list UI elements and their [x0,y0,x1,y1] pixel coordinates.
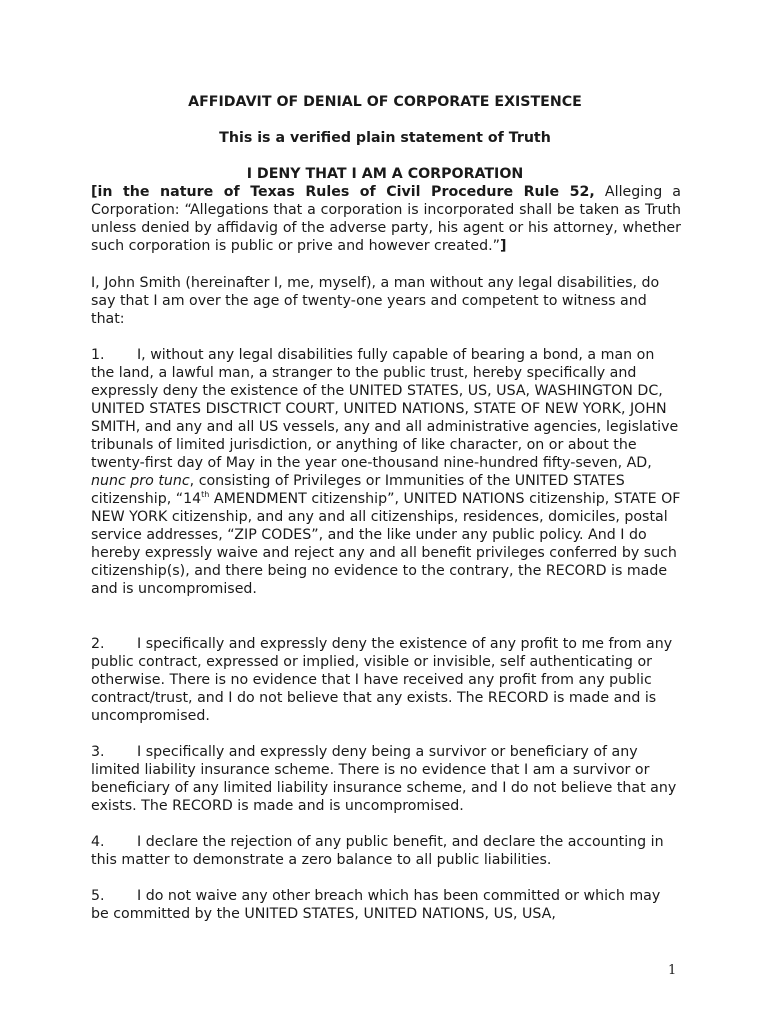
paragraph-1-italic: nunc pro tunc [91,473,190,489]
page-number: 1 [668,963,677,978]
intro-paragraph: I, John Smith (hereinafter I, me, myself), a man without any legal disabilities, do say that I am over the age of twenty-one years and competent to witness and that: [91,275,660,327]
paragraph-4 [91,833,681,869]
paragraph-number: 5. [91,888,105,904]
denial-heading: I DENY THAT I AM A CORPORATION [246,166,524,182]
rule-citation-close: ] [499,238,507,254]
paragraph-2-text: I specifically and expressly deny the existence of any profit to me from any public contract, expressed or implied, visible or invisible, self authenticating or otherwise. There is no evidence that I have received any profit from any public contract/trust, and I do not believe that any exists. The RECORD is made and is uncompromised. [91,636,673,724]
paragraph-number: 1. [91,347,105,363]
paragraph-5 [91,887,681,923]
paragraph-4-text: I declare the rejection of any public benefit, and declare the accounting in this matter to demonstrate a zero balance to all public liabilities. [91,834,664,868]
paragraph-1-text-a: I, without any legal disabilities fully capable of bearing a bond, a man on the land, a lawful man, a stranger to the public trust, hereby specifically and expressly deny the existence of the UNITED STATES, US, USA, WASHINGTON DC, UNITED STATES DISCTRICT COURT, UNITED NATIONS, STATE OF NEW YORK, JOHN SMITH, and any and all US vessels, any and all administrative agencies, legislative tribunals of limited jurisdiction, or anything of like character, on or about the twenty-first day of May in the year one-thousand nine-hundred fifty-seven, AD, [91,347,679,471]
paragraph-1-text-b: , consisting of Privileges or Immunities of the UNITED STATES citizenship, “14 [91,473,625,507]
paragraph-1-text-c: AMENDMENT citizenship”, UNITED NATIONS citizenship, STATE OF NEW YORK citizenship, and any and all citizenships, residences, domiciles, postal service addresses, “ZIP CODES”, and the like under any public policy. And I do hereby expressly waive and reject any and all benefit privileges conferred by such citizenship(s), and there being no evidence to the contrary, the RECORD is made and is uncompromised. [91,491,681,597]
rule-citation-bold: [in the nature of Texas Rules of Civil Procedure Rule 52, [91,184,595,200]
paragraph-number: 3. [91,744,105,760]
ordinal-superscript: th [201,490,210,499]
paragraph-1 [91,346,681,598]
document-title: AFFIDAVIT OF DENIAL OF CORPORATE EXISTENCE [188,94,582,110]
rule-citation-paragraph [91,183,681,255]
paragraph-number: 4. [91,834,105,850]
document-subtitle: This is a verified plain statement of Truth [219,130,551,146]
paragraph-3-text: I specifically and expressly deny being a survivor or beneficiary of any limited liability insurance scheme. There is no evidence that I am a survivor or beneficiary of any limited liability insurance scheme, and I do not believe that any exists. The RECORD is made and is uncompromised. [91,744,677,814]
paragraph-2 [91,635,681,725]
rule-citation-text: Alleging a Corporation: “Allegations that a corporation is incorporated shall be taken as Truth unless denied by affidavig of the adverse party, his agent or his attorney, whether such corporation is public or prive and however created.” [91,184,681,254]
paragraph-3 [91,743,681,815]
paragraph-number: 2. [91,636,105,652]
paragraph-5-text: I do not waive any other breach which has been committed or which may be committed by the UNITED STATES, UNITED NATIONS, US, USA, [91,888,661,922]
